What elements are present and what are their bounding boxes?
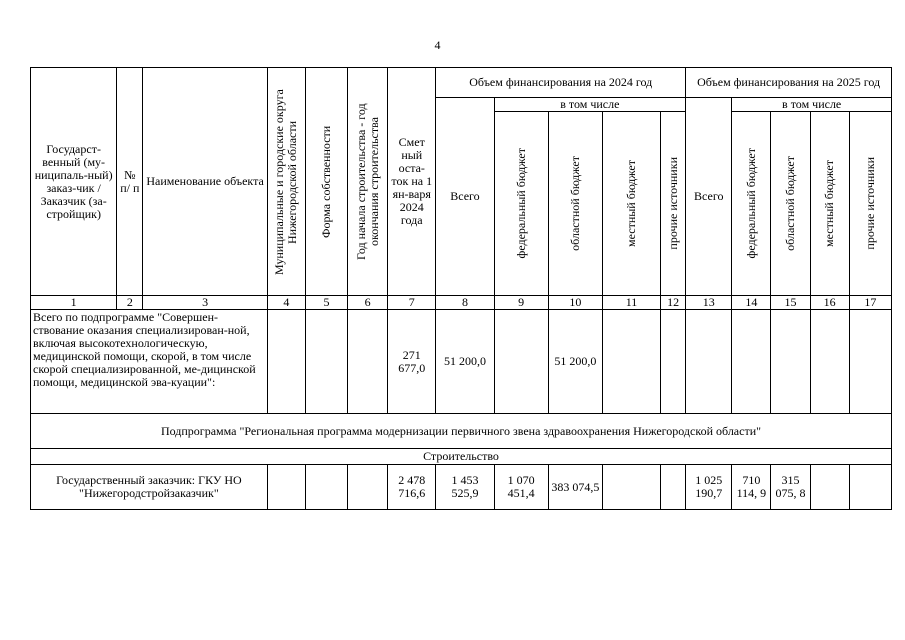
col-num-16: 16: [810, 296, 849, 310]
customer-2024-regional: 383 074,5: [548, 465, 602, 510]
header-local-2025: местный бюджет: [822, 160, 837, 247]
col-num-9: 9: [494, 296, 548, 310]
header-other-2024: прочие источники: [665, 157, 680, 250]
header-fin-2024: Объем финансирования на 2024 год: [436, 68, 686, 98]
header-total-2024: Всего: [436, 98, 494, 296]
customer-2025-federal: 710 114, 9: [732, 465, 771, 510]
customer-2025-regional: 315 075, 8: [771, 465, 810, 510]
col-num-7: 7: [388, 296, 436, 310]
header-federal-2025: федеральный бюджет: [743, 148, 758, 259]
header-ownership: Форма собственности: [318, 125, 333, 238]
customer-estimate: 2 478 716,6: [388, 465, 436, 510]
header-federal-2024: федеральный бюджет: [513, 148, 528, 259]
header-including-2025: в том числе: [732, 98, 892, 112]
header-regional-2025: областной бюджет: [783, 156, 798, 251]
customer-2024-total: 1 453 525,9: [436, 465, 494, 510]
total-estimate: 271 677,0: [388, 310, 436, 414]
section-construction: Строительство: [31, 449, 892, 465]
header-customer: Государст-венный (му-ниципаль-ный) заказ-чик / Заказчик (за-стройщик): [31, 68, 117, 296]
col-num-13: 13: [686, 296, 732, 310]
header-total-2025: Всего: [686, 98, 732, 296]
header-years: Год начала строительства - год окончания строительства: [353, 103, 381, 260]
customer-2024-federal: 1 070 451,4: [494, 465, 548, 510]
header-including-2024: в том числе: [494, 98, 686, 112]
total-2024-regional: 51 200,0: [548, 310, 602, 414]
customer-name: Государственный заказчик: ГКУ НО "Нижегородстройзаказчик": [31, 465, 268, 510]
col-num-3: 3: [143, 296, 267, 310]
header-object-name: Наименование объекта: [143, 68, 267, 296]
col-num-1: 1: [31, 296, 117, 310]
col-num-11: 11: [602, 296, 660, 310]
header-fin-2025: Объем финансирования на 2025 год: [686, 68, 892, 98]
header-other-2025: прочие источники: [862, 157, 877, 250]
col-num-12: 12: [661, 296, 686, 310]
col-num-6: 6: [348, 296, 388, 310]
subprogram-total-label: Всего по подпрограмме "Совершен-ствование оказания специализирован-ной, включая высокотехнологическую, медицинской помощи, скорой, в том числе скорой специализированной, ме-дицинской помощи, медицинской эва-куации":: [31, 310, 268, 414]
col-num-8: 8: [436, 296, 494, 310]
subprogram-title: Подпрограмма "Региональная программа модернизации первичного звена здравоохранения Нижегородской области": [31, 414, 892, 449]
header-estimate: Смет ный оста-ток на 1 ян-варя 2024 года: [388, 68, 436, 296]
total-2024: 51 200,0: [436, 310, 494, 414]
col-num-17: 17: [849, 296, 891, 310]
header-local-2024: местный бюджет: [624, 160, 638, 247]
page-number: 4: [434, 38, 441, 52]
col-num-2: 2: [117, 296, 143, 310]
col-num-4: 4: [267, 296, 305, 310]
col-num-5: 5: [305, 296, 347, 310]
header-regional-2024: областной бюджет: [567, 156, 582, 251]
col-num-10: 10: [548, 296, 602, 310]
col-num-15: 15: [771, 296, 810, 310]
customer-2025-total: 1 025 190,7: [686, 465, 732, 510]
col-num-14: 14: [732, 296, 771, 310]
financing-table: [30, 67, 892, 510]
header-municipality: Муниципальные и городские округа Нижегородской области: [272, 88, 300, 275]
header-num: № п/ п: [117, 68, 143, 296]
